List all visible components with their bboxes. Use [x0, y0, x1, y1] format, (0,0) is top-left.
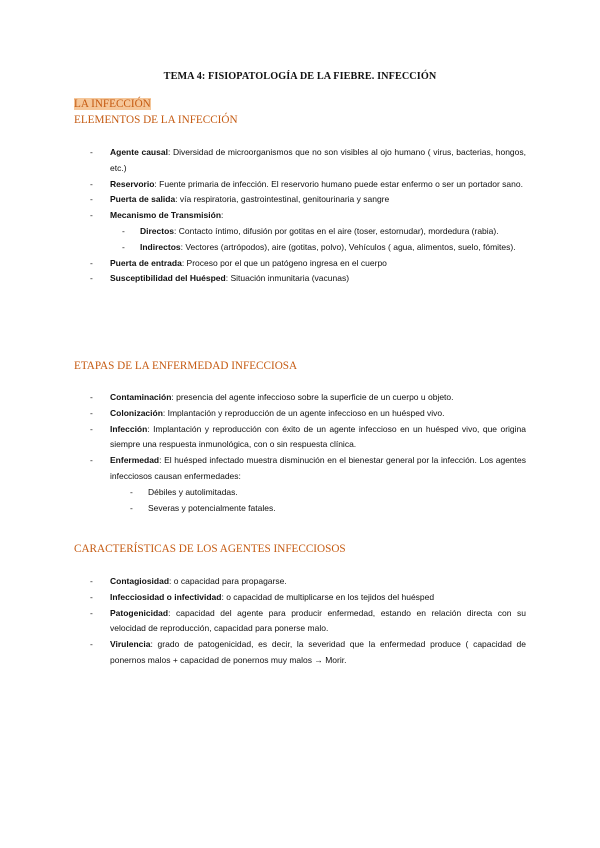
sub-list-item: - Severas y potencialmente fatales. [118, 501, 526, 517]
section-heading-characteristics: CARACTERÍSTICAS DE LOS AGENTES INFECCIOSOS [74, 543, 346, 555]
transmission-sublist [110, 224, 526, 256]
characteristics-list [74, 574, 526, 669]
elements-list [74, 145, 526, 287]
list-item: - Patogenicidad: capacidad del agente para producir enfermedad, estando en relación directa con su velocidad de reproducción, capacidad para ponerse malo. [74, 606, 526, 638]
list-item: - Reservorio: Fuente primaria de infección. El reservorio humano puede estar enfermo o ser un portador sano. [74, 177, 526, 193]
section-heading-stages: ETAPAS DE LA ENFERMEDAD INFECCIOSA [74, 360, 298, 372]
list-item: - Agente causal: Diversidad de microorganismos que no son visibles al ojo humano ( virus, bacterias, hongos, etc.) [74, 145, 526, 177]
list-item: - Puerta de entrada: Proceso por el que un patógeno ingresa en el cuerpo [74, 256, 526, 272]
sub-list-item: - Directos: Contacto íntimo, difusión por gotitas en el aire (toser, estornudar), mordedura (rabia). [110, 224, 526, 240]
list-item: - Virulencia: grado de patogenicidad, es decir, la severidad que la enfermedad produce ( capacidad de ponernos malos + capacidad de ponernos muy malos → Morir. [74, 637, 526, 669]
list-item: - Infecciosidad o infectividad: o capacidad de multiplicarse en los tejidos del huésped [74, 590, 526, 606]
list-item: - Contagiosidad: o capacidad para propagarse. [74, 574, 526, 590]
list-item: - Colonización: Implantación y reproducción de un agente infeccioso en un huésped vivo. [74, 406, 526, 422]
section-heading-elements: ELEMENTOS DE LA INFECCIÓN [74, 114, 238, 126]
highlighted-heading: LA INFECCIÓN [74, 98, 151, 110]
list-item: - Enfermedad: El huésped infectado muestra disminución en el bienestar general por la infección. Los agentes infecciosos causan enfermedades: - Débiles y autolimitadas. - Severas y potencialmente fatales. [74, 453, 526, 516]
list-item: - Puerta de salida: vía respiratoria, gastrointestinal, genitourinaria y sangre [74, 192, 526, 208]
page-title: TEMA 4: FISIOPATOLOGÍA DE LA FIEBRE. INFECCIÓN [163, 71, 437, 82]
list-item: - Contaminación: presencia del agente infeccioso sobre la superficie de un cuerpo u objeto. [74, 390, 526, 406]
list-item: - Susceptibilidad del Huésped: Situación inmunitaria (vacunas) [74, 271, 526, 287]
list-item: - Infección: Implantación y reproducción con éxito de un agente infeccioso en un huésped vivo, que origina siempre una respuesta inmunológica, con o sin respuesta clínica. [74, 422, 526, 454]
stages-list [74, 390, 526, 516]
list-item: - Mecanismo de Transmisión: - Directos: Contacto íntimo, difusión por gotitas en el aire (toser, estornudar), mordedura (rabia). - Indirectos: Vectores (artrópodos), aire (gotitas, polvo), Vehículos ( agua, alimentos, suelo, fómites). [74, 208, 526, 255]
sub-list-item: - Débiles y autolimitadas. [118, 485, 526, 501]
disease-types-sublist [118, 485, 526, 517]
section-heading-infection [74, 98, 151, 110]
sub-list-item: - Indirectos: Vectores (artrópodos), aire (gotitas, polvo), Vehículos ( agua, alimentos, suelo, fómites). [110, 240, 526, 256]
